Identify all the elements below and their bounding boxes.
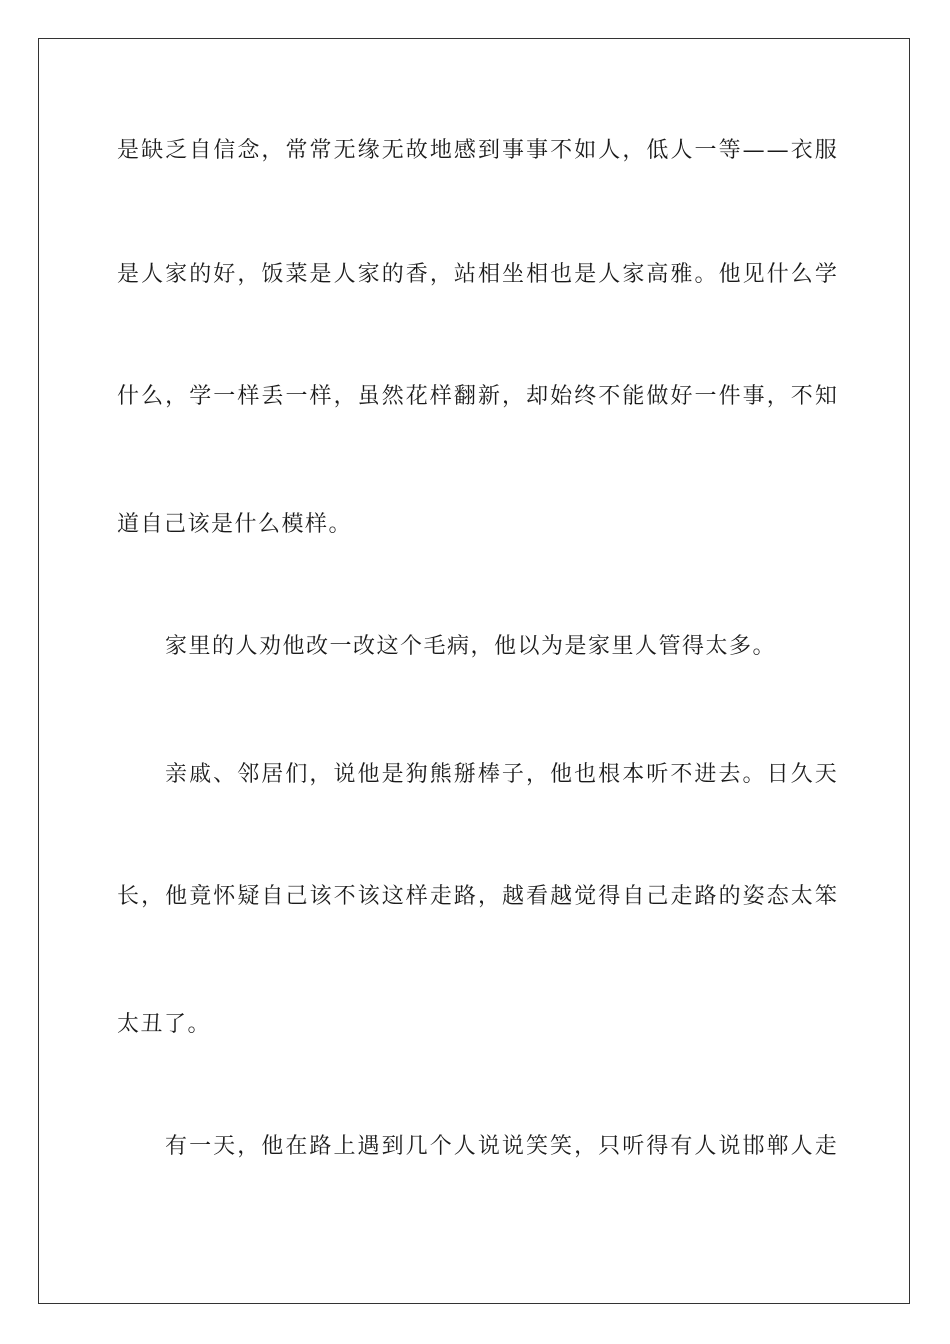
text-char: 一 — [213, 384, 236, 409]
text-char: 么 — [790, 262, 813, 287]
paragraph-3-line-1 — [165, 760, 837, 790]
text-char: 好 — [213, 262, 236, 287]
text-char: 相 — [526, 262, 549, 287]
text-char: 去 — [718, 762, 741, 787]
text-char: 只 — [598, 1134, 621, 1159]
text-char: 们 — [285, 762, 308, 787]
text-line-2 — [117, 260, 837, 290]
page-border — [38, 38, 910, 1304]
text-char: 。 — [742, 762, 765, 787]
text-char: 一 — [694, 138, 717, 163]
text-char: ， — [261, 138, 284, 163]
text-char: 郸 — [766, 1134, 789, 1159]
text-char: 如 — [574, 138, 597, 163]
text-char: 邻 — [237, 762, 260, 787]
text-char: 雅 — [670, 262, 693, 287]
text-char: 花 — [405, 384, 428, 409]
text-char: 做 — [646, 384, 669, 409]
text-char: 人 — [141, 262, 164, 287]
text-char: 件 — [718, 384, 741, 409]
text-char: 自 — [622, 884, 645, 909]
text-char: 好 — [670, 384, 693, 409]
text-char: 等 — [718, 138, 741, 163]
text-char: 邯 — [742, 1134, 765, 1159]
text-char: 低 — [646, 138, 669, 163]
text-char: 感 — [453, 138, 476, 163]
text-char: ， — [502, 384, 525, 409]
text-char: 的 — [381, 262, 404, 287]
text-char: ， — [141, 884, 164, 909]
text-char: 人 — [790, 1134, 813, 1159]
text-char: 也 — [574, 762, 597, 787]
text-char: 然 — [381, 384, 404, 409]
text-char: 狗 — [405, 762, 428, 787]
text-char: 人 — [333, 262, 356, 287]
text-char: 高 — [646, 262, 669, 287]
text-char: 终 — [574, 384, 597, 409]
text-line-1 — [117, 136, 837, 166]
text-char: 得 — [646, 1134, 669, 1159]
text-char: 笑 — [550, 1134, 573, 1159]
text-char: 久 — [790, 762, 813, 787]
text-char: 人 — [694, 1134, 717, 1159]
text-char: 长 — [117, 884, 140, 909]
paragraph-3-line-2 — [117, 882, 837, 912]
text-char: ， — [165, 384, 188, 409]
text-char: 遇 — [357, 1134, 380, 1159]
text-char: 路 — [309, 1134, 332, 1159]
text-char: 说 — [718, 1134, 741, 1159]
text-char: 有 — [670, 1134, 693, 1159]
text-char: 能 — [622, 384, 645, 409]
text-char: 事 — [526, 138, 549, 163]
text-char: 自 — [189, 138, 212, 163]
text-char: 得 — [598, 884, 621, 909]
text-char: 路 — [453, 884, 476, 909]
text-char: 走 — [814, 1134, 837, 1159]
text-char: 己 — [285, 884, 308, 909]
text-char: 常 — [309, 138, 332, 163]
text-char: 己 — [646, 884, 669, 909]
text-char: 样 — [237, 384, 260, 409]
text-char: 他 — [165, 884, 188, 909]
text-char: 始 — [550, 384, 573, 409]
text-char: ， — [237, 262, 260, 287]
text-char: 子 — [501, 762, 524, 787]
text-line-3 — [117, 382, 837, 412]
text-char: 。 — [694, 262, 717, 287]
text-char: 是 — [381, 762, 404, 787]
text-char: — — [742, 138, 765, 163]
text-char: 笑 — [525, 1134, 548, 1159]
text-char: 该 — [357, 884, 380, 909]
text-char: 什 — [766, 262, 789, 287]
text-char: 几 — [405, 1134, 428, 1159]
text-char: 说 — [333, 762, 356, 787]
text-char: 无 — [333, 138, 356, 163]
text-char: 看 — [526, 884, 549, 909]
text-char: ， — [766, 384, 789, 409]
text-char: 到 — [381, 1134, 404, 1159]
text-char: 衣 — [790, 138, 813, 163]
text-char: ， — [237, 1134, 260, 1159]
text-char: 学 — [189, 384, 212, 409]
text-char: 人 — [453, 1134, 476, 1159]
text-char: ， — [477, 884, 500, 909]
text-char: 不 — [333, 884, 356, 909]
text-char: 香 — [405, 262, 428, 287]
text-char: 却 — [526, 384, 549, 409]
text-char: 姿 — [742, 884, 765, 909]
text-char: 态 — [766, 884, 789, 909]
text-char: 一 — [285, 384, 308, 409]
text-char: 也 — [550, 262, 573, 287]
text-char: 越 — [550, 884, 573, 909]
text-char: 走 — [429, 884, 452, 909]
text-char: 家 — [357, 262, 380, 287]
text-char: 上 — [333, 1134, 356, 1159]
text-char: 他 — [550, 762, 573, 787]
text-char: 常 — [285, 138, 308, 163]
text-line-4: 道自己该是什么模样。 — [117, 512, 353, 537]
text-char: 他 — [357, 762, 380, 787]
text-char: 路 — [694, 884, 717, 909]
text-char: 站 — [453, 262, 476, 287]
text-char: 这 — [381, 884, 404, 909]
text-char: 知 — [814, 384, 837, 409]
text-char: 样 — [309, 384, 332, 409]
text-char: 念 — [237, 138, 260, 163]
text-char: 地 — [429, 138, 452, 163]
text-char: 日 — [766, 762, 789, 787]
text-char: ， — [622, 138, 645, 163]
text-char: 一 — [694, 384, 717, 409]
text-char: 走 — [670, 884, 693, 909]
text-char: 戚 — [189, 762, 212, 787]
text-char: 样 — [429, 384, 452, 409]
text-char: 信 — [213, 138, 236, 163]
text-char: 相 — [477, 262, 500, 287]
text-char: 居 — [261, 762, 284, 787]
text-char: 他 — [261, 1134, 284, 1159]
text-char: 进 — [694, 762, 717, 787]
text-char: 家 — [622, 262, 645, 287]
text-char: 听 — [646, 762, 669, 787]
text-char: 是 — [309, 262, 332, 287]
text-char: 是 — [117, 262, 140, 287]
text-char: 怀 — [213, 884, 236, 909]
text-char: 天 — [814, 762, 837, 787]
text-char: 无 — [381, 138, 404, 163]
text-char: 是 — [117, 138, 140, 163]
text-char: 事 — [742, 384, 765, 409]
text-char: 不 — [550, 138, 573, 163]
text-char: 越 — [502, 884, 525, 909]
paragraph-3-line-3: 太丑了。 — [117, 1012, 212, 1037]
text-char: 听 — [622, 1134, 645, 1159]
text-char: ， — [574, 1134, 597, 1159]
text-char: 事 — [502, 138, 525, 163]
text-char: 的 — [189, 262, 212, 287]
text-char: 有 — [165, 1134, 188, 1159]
text-char: 是 — [574, 262, 597, 287]
text-char: 饭 — [261, 262, 284, 287]
text-char: 觉 — [574, 884, 597, 909]
text-char: 不 — [598, 384, 621, 409]
text-char: 么 — [141, 384, 164, 409]
text-char: 棒 — [477, 762, 500, 787]
text-char: 人 — [670, 138, 693, 163]
text-char: 什 — [117, 384, 140, 409]
paragraph-4-line-1 — [165, 1132, 837, 1162]
text-char: 不 — [790, 384, 813, 409]
text-char: 本 — [622, 762, 645, 787]
text-char: 说 — [477, 1134, 500, 1159]
text-char: 虽 — [357, 384, 380, 409]
text-char: 竟 — [189, 884, 212, 909]
text-char: 翻 — [453, 384, 476, 409]
text-char: 到 — [477, 138, 500, 163]
text-char: ， — [429, 262, 452, 287]
text-char: ， — [333, 384, 356, 409]
text-char: 自 — [261, 884, 284, 909]
text-char: 在 — [285, 1134, 308, 1159]
text-char: 他 — [718, 262, 741, 287]
text-char: 说 — [501, 1134, 524, 1159]
text-char: 笨 — [814, 884, 837, 909]
text-char: 一 — [189, 1134, 212, 1159]
text-char: 乏 — [165, 138, 188, 163]
text-char: 菜 — [285, 262, 308, 287]
text-char: 人 — [598, 138, 621, 163]
text-char: 丢 — [261, 384, 284, 409]
text-char: 掰 — [453, 762, 476, 787]
text-char: 太 — [790, 884, 813, 909]
text-char: 学 — [814, 262, 837, 287]
text-char: 不 — [670, 762, 693, 787]
text-char: 故 — [405, 138, 428, 163]
text-char: 该 — [309, 884, 332, 909]
text-char: 服 — [814, 138, 837, 163]
text-char: 样 — [405, 884, 428, 909]
text-char: 缘 — [357, 138, 380, 163]
text-char: 根 — [598, 762, 621, 787]
text-char: 亲 — [165, 762, 188, 787]
text-char: 疑 — [237, 884, 260, 909]
paragraph-2-line-1: 家里的人劝他改一改这个毛病，他以为是家里人管得太多。 — [165, 634, 777, 659]
text-char: 新 — [477, 384, 500, 409]
text-char: 熊 — [429, 762, 452, 787]
text-char: 缺 — [141, 138, 164, 163]
text-char: ， — [309, 762, 332, 787]
text-char: 人 — [598, 262, 621, 287]
text-char: 个 — [429, 1134, 452, 1159]
text-char: 、 — [213, 762, 236, 787]
text-char: ， — [525, 762, 548, 787]
text-char: 的 — [718, 884, 741, 909]
text-char: — — [766, 138, 789, 163]
text-char: 天 — [213, 1134, 236, 1159]
text-char: 坐 — [502, 262, 525, 287]
text-char: 家 — [165, 262, 188, 287]
text-char: 见 — [742, 262, 765, 287]
